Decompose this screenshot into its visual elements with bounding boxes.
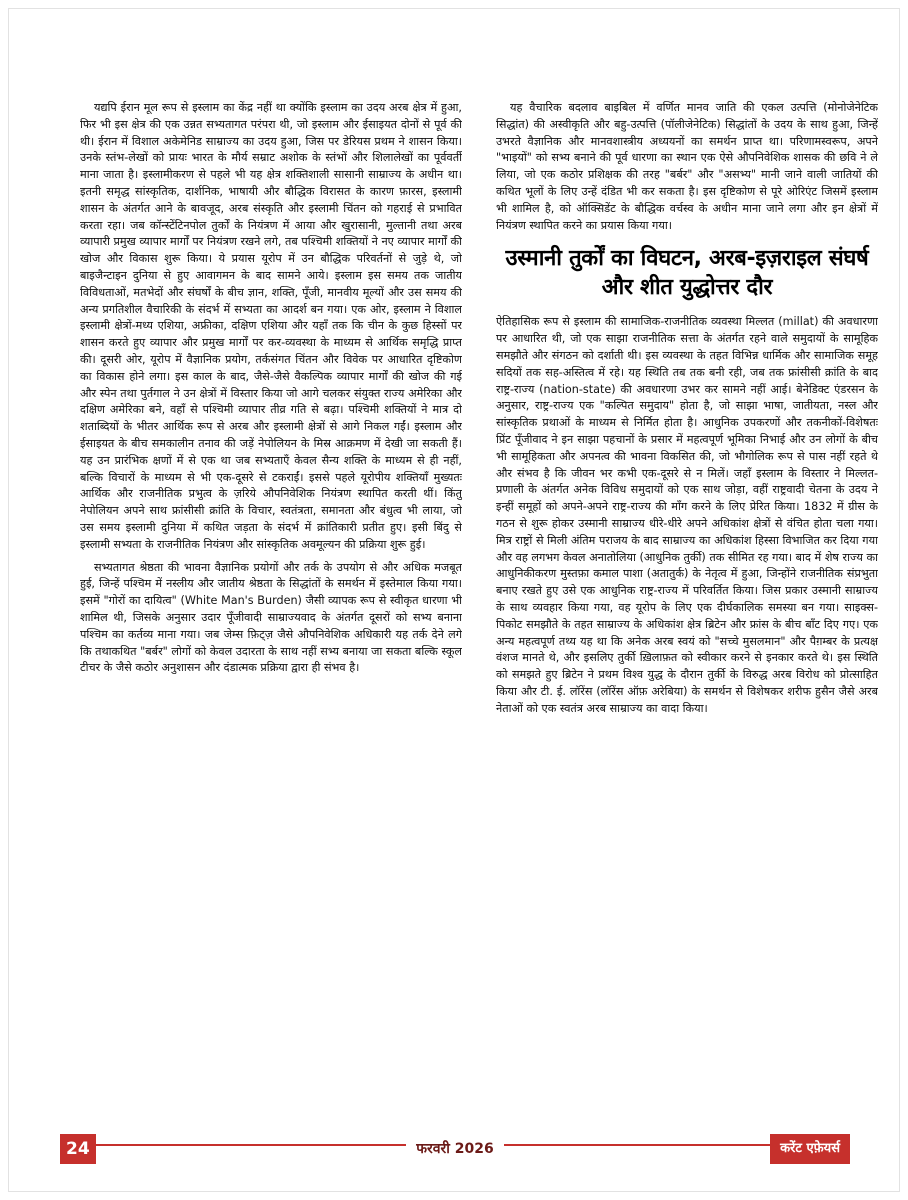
right-column [496, 100, 878, 1100]
page-footer [60, 1134, 850, 1166]
left-paragraph-1: यद्यपि ईरान मूल रूप से इस्लाम का केंद्र नहीं था क्योंकि इस्लाम का उदय अरब क्षेत्र में हुआ, फिर भी इस क्षेत्र की एक उन्नत सभ्यतागत परंपरा थी, जो इस्लाम और ईसाइयत दोनों से पूर्व की थी। ईरान में विशाल अकेमेनिड साम्राज्य का उदय हुआ, जिस पर डेरियस प्रथम ने शासन किया। उनके स्तंभ-लेखों को प्रायः भारत के मौर्य सम्राट अशोक के स्तंभों और शिलालेखों का पूर्ववर्ती माना जाता है। इस्लामीकरण से पहले भी यह क्षेत्र शक्तिशाली सासानी साम्राज्य के अधीन था। इतनी समृद्ध सांस्कृतिक, दार्शनिक, भाषायी और बौद्धिक विरासत के कारण फ़ारस, इस्लामी शासन के अंतर्गत आने के बावजूद, अरब संस्कृति और इस्लामी चिंतन को गहराई से प्रभावित करता रहा। जब कॉन्स्टेंटिनपोल तुर्कों के नियंत्रण में आया और खुरासानी, मुल्तानी तथा अरब व्यापारी प्रमुख व्यापार मार्गों पर नियंत्रण रखने लगे, तब पश्चिमी शक्तियों ने नए व्यापार मार्गों की खोज और विकास शुरू किया। ये प्रयास यूरोप में उन बौद्धिक परिवर्तनों से जुड़े थे, जो बाइजैन्टाइन दुनिया से हुए आवागमन के बाद सामने आये। इस्लाम इस समय तक जातीय विविधताओं, मतभेदों और संघर्षों के बीच ज्ञान, शक्ति, पूँजी, मानवीय मूल्यों और उस समय की अन्य प्रगतिशील वैचारिकी के संदर्भ में सभ्यता का आदर्श बन गया। एक ओर, इस्लाम ने विशाल इस्लामी क्षेत्रों-मध्य एशिया, अफ्रीका, दक्षिण एशिया और यहाँ तक कि चीन के कुछ हिस्सों पर शासन करते हुए व्यापार और प्रमुख मार्गों पर कर-व्यवस्था के माध्यम से आर्थिक समृद्धि प्राप्त की। दूसरी ओर, यूरोप में वैज्ञानिक प्रयोग, तर्कसंगत चिंतन और विवेक पर आधारित दृष्टिकोण का विकास होने लगा। इस काल के बाद, जैसे-जैसे वैकल्पिक व्यापार मार्गों की खोज की गई और स्पेन तथा पुर्तगाल ने उन क्षेत्रों में विस्तार किया जो आगे चलकर संयुक्त राज्य अमेरिका और दक्षिण अमेरिका बने, वहाँ से पश्चिमी व्यापार तीव्र गति से बढ़ा। पश्चिमी शक्तियों ने मात्र दो शताब्दियों के भीतर आर्थिक रूप से अरब और इस्लामी क्षेत्रों से आगे निकल गईं। इस्लाम और ईसाइयत के बीच समकालीन तनाव की जड़ें नेपोलियन के मिस्र आक्रमण में देखी जा सकती हैं। यह उन प्रारंभिक क्षणों में से एक था जब सभ्यताएँ केवल सैन्य शक्ति के माध्यम से ही नहीं, बल्कि विचारों के माध्यम से भी एक-दूसरे से टकराईं। इससे पहले यूरोपीय शक्तियाँ मुख्यतः आर्थिक और राजनीतिक प्रभुत्व के ज़रिये औपनिवेशिक नियंत्रण स्थापित करती थीं। किंतु नेपोलियन अपने साथ फ्रांसीसी क्रांति के विचार, स्वतंत्रता, समानता और बंधुत्व भी लाया, जो उस समय इस्लामी दुनिया में कथित जड़ता के संदर्भ में क्रांतिकारी प्रतीत हुए। इसी बिंदु से इस्लामी सभ्यता के राजनीतिक नियंत्रण और सांस्कृतिक अवमूल्यन की प्रक्रिया शुरू हुई। [80, 101, 462, 551]
issue-date [60, 1136, 850, 1162]
left-paragraph-2: सभ्यतागत श्रेष्ठता की भावना वैज्ञानिक प्रयोगों और तर्क के उपयोग से और अधिक मजबूत हुई, जिन्हें पश्चिम में नस्लीय और जातीय श्रेष्ठता के सिद्धांतों के समर्थन में इस्तेमाल किया गया। इसमें "गोरों का दायित्व" (White Man's Burden) जैसी व्यापक रूप से स्वीकृत धारणा भी शामिल थी, जिसके अनुसार उदार पूँजीवादी साम्राज्यवाद के अंतर्गत दूसरों को सभ्य बनाना पश्चिम का कर्तव्य माना गया। जब जेम्स फ़िट्ज़ जैसे औपनिवेशिक अधिकारी यह तर्क देने लगे कि तथाकथित "बर्बर" लोगों को केवल उदारता के साथ नहीं सभ्य बनाया जा सकता बल्कि स्कूल टीचर के जैसे कठोर अनुशासन और दंडात्मक प्रक्रिया द्वारा ही संभव है। [80, 560, 462, 675]
left-column [80, 100, 462, 1100]
page-number: 24 [60, 1134, 96, 1164]
magazine-title: करेंट एफ़ेयर्स [770, 1134, 850, 1164]
right-body-paragraph: ऐतिहासिक रूप से इस्लाम की सामाजिक-राजनीतिक व्यवस्था मिल्लत (millat) की अवधारणा पर आधारित थी, जो एक साझा राजनीतिक सत्ता के अंतर्गत रहने वाले समुदायों के सामूहिक समझौते और संगठन को दर्शाती थी। इस व्यवस्था के तहत विभिन्न धार्मिक और सामाजिक समूह सदियों तक सह-अस्तित्व में रहे। यह स्थिति तब तक बनी रही, जब तक फ्रांसीसी क्रांति के बाद राष्ट्र-राज्य (nation-state) की अवधारणा उभर कर सामने नहीं आई। बेनेडिक्ट एंडरसन के अनुसार, राष्ट्र-राज्य एक "कल्पित समुदाय" होता है, जो साझा भाषा, जातीयता, नस्ल और सांस्कृतिक प्रथाओं के माध्यम से निर्मित होता है। आधुनिक उपकरणों और तकनीकों-विशेषतः प्रिंट पूँजीवाद ने इन साझा पहचानों के प्रसार में महत्वपूर्ण भूमिका निभाई और उन लोगों के बीच भी सामूहिकता और अपनत्व की भावना विकसित की, जो भौगोलिक रूप से पास नहीं रहते थे और संभव है कि जीवन भर कभी एक-दूसरे से न मिलें। जहाँ इस्लाम के विस्तार ने मिल्लत-प्रणाली के अंतर्गत अनेक विविध समुदायों को एक साथ जोड़ा, वहीं राष्ट्रवादी चेतना के उदय ने इन्हीं समूहों को अपने-अपने राष्ट्र-राज्य की माँग करने के लिए प्रेरित किया। 1832 में ग्रीस के गठन से शुरू होकर उस्मानी साम्राज्य धीरे-धीरे अपने अधिकांश क्षेत्रों से वंचित होता चला गया। मित्र राष्ट्रों से मिली अंतिम पराजय के बाद साम्राज्य का अधिकांश हिस्सा विभाजित कर दिया गया और वह लगभग केवल अनातोलिया (आधुनिक तुर्की) तक सीमित रह गया। बाद में शेष राज्य का आधुनिकीकरण मुस्तफ़ा कमाल पाशा (अतातुर्क) के नेतृत्व में हुआ, जिन्होंने राजनीतिक संप्रभुता बनाए रखते हुए उसे एक आधुनिक राष्ट्र-राज्य में परिवर्तित किया। जिस प्रकार उस्मानी साम्राज्य के साथ व्यवहार किया गया, वह यूरोप के लिए एक दीर्घकालिक समस्या बन गया। साइक्स-पिकोट समझौते के तहत साम्राज्य के अधिकांश क्षेत्र ब्रिटेन और फ्रांस के बीच बाँट दिए गए। एक अन्य महत्वपूर्ण तथ्य यह था कि अनेक अरब स्वयं को "सच्चे मुसलमान" और पैग़म्बर के प्रत्यक्ष वंशज मानते थे, और इसलिए तुर्की ख़िलाफ़त को स्वीकार करने से इनकार करते थे। इस स्थिति को समझते हुए ब्रिटेन ने प्रथम विश्व युद्ध के दौरान तुर्की के विरुद्ध अरब विरोध को प्रोत्साहित किया और टी. ई. लॉरेंस (लॉरेंस ऑफ़ अरेबिया) के समर्थन से विशेषकर शरीफ हुसैन जैसे अरब नेताओं को एक स्वतंत्र अरब साम्राज्य का वादा किया। [496, 315, 878, 715]
issue-date-text: फरवरी 2026 [406, 1141, 504, 1157]
right-intro-paragraph: यह वैचारिक बदलाव बाइबिल में वर्णित मानव जाति की एकल उत्पत्ति (मोनोजेनेटिक सिद्धांत) की अस्वीकृति और बहु-उत्पत्ति (पॉलीजेनेटिक) सिद्धांतों के उदय के साथ हुआ, जिन्हें उभरते वैज्ञानिक और मानवशास्त्रीय अध्ययनों का समर्थन प्राप्त था। परिणामस्वरूप, अपने "भाइयों" को सभ्य बनाने की पूर्व धारणा का स्थान एक ऐसे औपनिवेशिक शासक की छवि ने ले लिया, जो एक कठोर प्रशिक्षक की तरह "बर्बर" और "असभ्य" मानी जाने वाली जातियों की कथित भूलों के लिए उन्हें दंडित भी कर सकता है। इस दृष्टिकोण से पूरे ओरिएंट जिसमें इस्लाम भी शामिल है, को ऑक्सिडेंट के बौद्धिक वर्चस्व के अधीन माना जाने लगा और इन क्षेत्रों में नियंत्रण स्थापित करने का प्रयास किया गया। [496, 101, 878, 232]
section-heading: उस्मानी तुर्कों का विघटन, अरब-इज़राइल संघर्ष और शीत युद्धोत्तर दौर [505, 246, 869, 301]
